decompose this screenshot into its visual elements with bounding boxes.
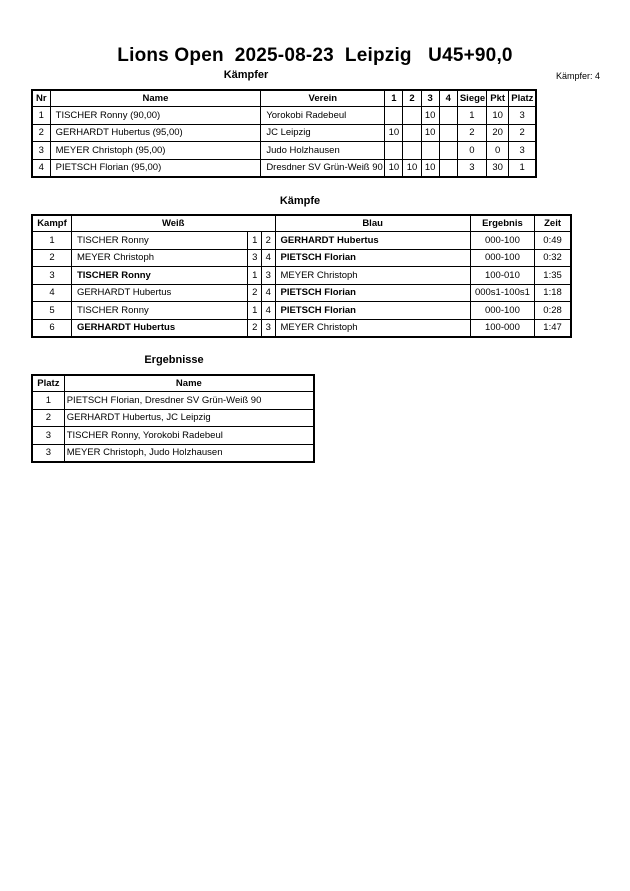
- score-vs-1: [385, 107, 403, 125]
- fight-result: 000-100: [470, 249, 534, 267]
- col-result-platz: Platz: [32, 375, 64, 392]
- fighter-wins: 2: [457, 124, 486, 142]
- fighter-points: 10: [487, 107, 509, 125]
- fights-table: [31, 214, 572, 338]
- fighters-count: Kämpfer: 4: [555, 71, 600, 81]
- col-result-name: Name: [64, 375, 314, 392]
- blue-fighter-nr: 4: [261, 284, 275, 302]
- fight-number: 1: [32, 232, 71, 250]
- score-vs-2: [403, 124, 421, 142]
- blue-fighter-nr: 3: [261, 267, 275, 285]
- score-vs-3: 10: [421, 107, 439, 125]
- fight-result: 000-100: [470, 302, 534, 320]
- fighter-place: 1: [509, 159, 536, 177]
- fighter-nr: 4: [32, 159, 50, 177]
- fighter-place: 3: [509, 107, 536, 125]
- table-row: [32, 267, 571, 285]
- table-row: [32, 302, 571, 320]
- result-place: 1: [32, 392, 64, 410]
- fight-result: 000-100: [470, 232, 534, 250]
- fighter-place: 3: [509, 142, 536, 160]
- score-vs-1: 10: [385, 159, 403, 177]
- fight-time: 0:49: [535, 232, 571, 250]
- fighter-name: PIETSCH Florian (95,00): [50, 159, 261, 177]
- white-fighter: TISCHER Ronny: [71, 302, 248, 320]
- result-place: 3: [32, 444, 64, 462]
- col-name: Name: [50, 90, 261, 107]
- table-row: [32, 249, 571, 267]
- white-fighter-nr: 2: [248, 319, 262, 337]
- fight-number: 6: [32, 319, 71, 337]
- table-row: [32, 142, 536, 160]
- col-pkt: Pkt: [487, 90, 509, 107]
- col-nr: Nr: [32, 90, 50, 107]
- result-place: 2: [32, 409, 64, 427]
- col-siege: Siege: [457, 90, 486, 107]
- fighters-table: [31, 89, 537, 178]
- score-vs-4: [439, 142, 457, 160]
- fighter-nr: 1: [32, 107, 50, 125]
- page-title: Lions Open 2025-08-23 Leipzig U45+90,0: [117, 45, 513, 66]
- fight-time: 0:32: [535, 249, 571, 267]
- blue-fighter-nr: 4: [261, 302, 275, 320]
- score-vs-1: 10: [385, 124, 403, 142]
- table-row: [32, 427, 314, 445]
- blue-fighter: PIETSCH Florian: [275, 284, 470, 302]
- score-vs-3: [421, 142, 439, 160]
- table-row: [32, 159, 536, 177]
- white-fighter-nr: 2: [248, 284, 262, 302]
- fighter-nr: 2: [32, 124, 50, 142]
- fight-number: 5: [32, 302, 71, 320]
- table-row: [32, 284, 571, 302]
- table-row: [32, 392, 314, 410]
- fighter-name: GERHARDT Hubertus (95,00): [50, 124, 261, 142]
- table-row: [32, 107, 536, 125]
- fight-result: 100-000: [470, 319, 534, 337]
- score-vs-2: [403, 142, 421, 160]
- col-blau: Blau: [275, 215, 470, 232]
- white-fighter-nr: 3: [248, 249, 262, 267]
- white-fighter: TISCHER Ronny: [71, 232, 248, 250]
- score-vs-4: [439, 107, 457, 125]
- col-2: 2: [403, 90, 421, 107]
- fighter-nr: 3: [32, 142, 50, 160]
- blue-fighter: GERHARDT Hubertus: [275, 232, 470, 250]
- fight-time: 1:35: [535, 267, 571, 285]
- white-fighter: GERHARDT Hubertus: [71, 284, 248, 302]
- table-row: [32, 232, 571, 250]
- result-name: PIETSCH Florian, Dresdner SV Grün-Weiß 90: [64, 392, 314, 410]
- fighter-club: Yorokobi Radebeul: [261, 107, 385, 125]
- score-vs-4: [439, 124, 457, 142]
- white-fighter-nr: 1: [248, 232, 262, 250]
- fighters-header-row: [32, 90, 536, 107]
- fighter-place: 2: [509, 124, 536, 142]
- col-4: 4: [439, 90, 457, 107]
- blue-fighter: MEYER Christoph: [275, 267, 470, 285]
- fighter-wins: 3: [457, 159, 486, 177]
- col-3: 3: [421, 90, 439, 107]
- fighter-club: Judo Holzhausen: [261, 142, 385, 160]
- col-verein: Verein: [261, 90, 385, 107]
- blue-fighter: MEYER Christoph: [275, 319, 470, 337]
- table-row: [32, 409, 314, 427]
- fighter-name: MEYER Christoph (95,00): [50, 142, 261, 160]
- results-table: [31, 374, 315, 463]
- fighter-club: JC Leipzig: [261, 124, 385, 142]
- table-row: [32, 444, 314, 462]
- results-header-row: [32, 375, 314, 392]
- fight-number: 4: [32, 284, 71, 302]
- fights-heading: Kämpfe: [279, 195, 321, 207]
- score-vs-2: [403, 107, 421, 125]
- fight-time: 1:18: [535, 284, 571, 302]
- fighters-heading: Kämpfer: [223, 69, 269, 81]
- score-vs-3: 10: [421, 124, 439, 142]
- blue-fighter-nr: 3: [261, 319, 275, 337]
- blue-fighter-nr: 4: [261, 249, 275, 267]
- fights-header-row: [32, 215, 571, 232]
- col-1: 1: [385, 90, 403, 107]
- fighter-wins: 1: [457, 107, 486, 125]
- white-fighter: GERHARDT Hubertus: [71, 319, 248, 337]
- col-weiss: Weiß: [71, 215, 275, 232]
- result-name: MEYER Christoph, Judo Holzhausen: [64, 444, 314, 462]
- col-kampf: Kampf: [32, 215, 71, 232]
- col-zeit: Zeit: [535, 215, 571, 232]
- fighter-name: TISCHER Ronny (90,00): [50, 107, 261, 125]
- white-fighter-nr: 1: [248, 302, 262, 320]
- results-heading: Ergebnisse: [144, 354, 204, 366]
- blue-fighter: PIETSCH Florian: [275, 302, 470, 320]
- score-vs-2: 10: [403, 159, 421, 177]
- result-name: GERHARDT Hubertus, JC Leipzig: [64, 409, 314, 427]
- result-name: TISCHER Ronny, Yorokobi Radebeul: [64, 427, 314, 445]
- fight-time: 1:47: [535, 319, 571, 337]
- col-platz: Platz: [509, 90, 536, 107]
- blue-fighter-nr: 2: [261, 232, 275, 250]
- table-row: [32, 319, 571, 337]
- fight-number: 2: [32, 249, 71, 267]
- col-ergebnis: Ergebnis: [470, 215, 534, 232]
- fighter-points: 20: [487, 124, 509, 142]
- fighter-wins: 0: [457, 142, 486, 160]
- fight-result: 100-010: [470, 267, 534, 285]
- fighter-club: Dresdner SV Grün-Weiß 90: [261, 159, 385, 177]
- fighter-points: 30: [487, 159, 509, 177]
- white-fighter-nr: 1: [248, 267, 262, 285]
- table-row: [32, 124, 536, 142]
- fight-time: 0:28: [535, 302, 571, 320]
- fight-number: 3: [32, 267, 71, 285]
- white-fighter: MEYER Christoph: [71, 249, 248, 267]
- score-vs-4: [439, 159, 457, 177]
- score-vs-1: [385, 142, 403, 160]
- fighter-points: 0: [487, 142, 509, 160]
- fight-result: 000s1-100s1: [470, 284, 534, 302]
- result-place: 3: [32, 427, 64, 445]
- white-fighter: TISCHER Ronny: [71, 267, 248, 285]
- blue-fighter: PIETSCH Florian: [275, 249, 470, 267]
- score-vs-3: 10: [421, 159, 439, 177]
